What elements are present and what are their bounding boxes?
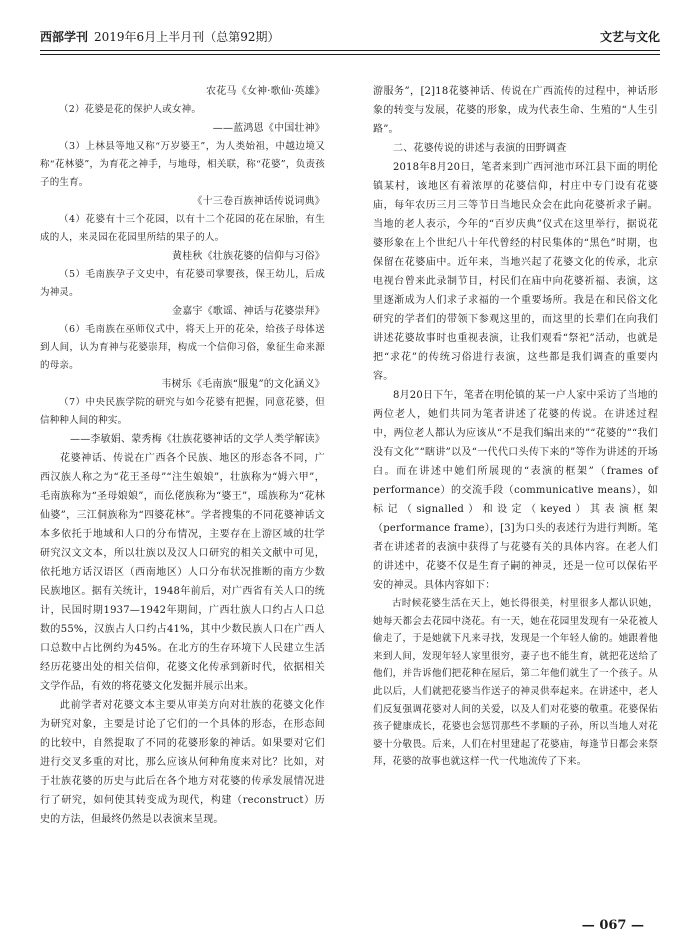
source-line: 黄桂秋《壮族花婆的信仰与习俗》 [172, 251, 325, 262]
source-line: 韦树乐《毛南族“服鬼”的文化涵义》 [161, 379, 325, 390]
body-paragraph: 8月20日下午，笔者在明伦镇的某一户人家中采访了当地的两位老人，她们共同为笔者讲述了花婆的传说。在讲述过程中，两位老人都认为应该从“不是我们编出来的”“花婆的”“我们没有文化”“瞎讲”以及“一代代口头传下来的”等作为讲述的开场白。而在讲述中她们所展现的“表演的框架”（frames of performance）的交流手段（communicative means），如标记（signalled）和设定（keyed）其表演框架（performance frame），[3]为口头的表述行为进行判断。笔者在讲述者的表演中获得了与花婆有关的具体内容。在老人们的讲述中，花婆不仅是生育子嗣的神灵，还是一位可以保佑平安的神灵。具体内容如下： [373, 390, 658, 591]
left-column [40, 82, 325, 829]
quoted-item: （3）上林县等地又称“万岁婆王”，为人类始祖，中越边境又称“花林婆”，为育花之神手，与地母，相关联，称“花婆”，负责孩子的生育。 [40, 141, 325, 188]
body-paragraph: 2018年8月20日，笔者来到广西河池市环江县下面的明伦镇某村，该地区有着浓厚的花婆信仰，村庄中专门设有花婆庙，每年农历三月三等节日当地民众会在此向花婆祈求子嗣。当地的老人表示，今年的“百岁庆典”仪式在这里举行，据说花婆形象在上个世纪八十年代曾经的村民集体的“黑色”时期，也保留在花婆庙中。近年来，当地兴起了花婆文化的传承，北京电视台曾来此录制节目，村民们在庙中向花婆祈福、表演，这里逐渐成为人们求子求福的一个重要场所。我是在和民俗文化研究的学者们的带领下参观这里的，而这里的长辈们在向我们讲述花婆故事时也重视表演，让我们观看“祭祀”活动，也就是把“求花”的传统习俗进行表演，这些都是我们调查的重要内容。 [373, 162, 658, 382]
body-paragraph: 游服务”，[2]18花婆神话、传说在广西流传的过程中，神话形象的转变与发展，花婆的形象，成为代表生命、生殖的“人生引路”。 [373, 86, 658, 135]
quoted-item: （5）毛南族孕子文史中，有花婆司掌婴孩，保王幼儿，后成为神灵。 [40, 269, 325, 298]
source-line: ——李敏娟、蒙秀梅《壮族花婆神话的文学人类学解读》 [70, 434, 325, 445]
source-line: 农花马《女神·歌仙·英雄》 [206, 86, 325, 97]
body-paragraph: 此前学者对花婆文本主要从审美方向对壮族的花婆文化作为研究对象，主要是讨论了它们的一个具体的形态，在形态间的比较中，自然提取了不同的花婆形象的神话。如果要对它们进行交叉多重的对比，那么应该从何种角度来对比？比如，对于壮族花婆的历史与此后在各个地方对花婆的传承发展情况进行了研究，如何使其转变成为现代，构建（reconstruct）历史的方法，但最终仍然是以表演来呈现。 [40, 700, 325, 825]
source-line: ——蓝鸿恩《中国壮神》 [212, 123, 325, 134]
quoted-item: （2）花婆是花的保护人或女神。 [59, 104, 202, 115]
body-paragraph: 花婆神话、传说在广西各个民族、地区的形态各不同，广西汉族人称之为“花王圣母”“注生娘娘”，壮族称为“姆六甲”，毛南族称为“圣母娘娘”，而仫佬族称为“婆王”，瑶族称为“花林仙婆”，三江侗族称为“四婆花林”。学者搜集的不同花婆神话文本多依托于地域和人口的分布情况，主要存在上游区域的壮学研究汉文文本，所以壮族以及汉人口研究的相关文献中可见，依托地方话汉语区（西南地区）人口分布状况推断的南方少数民族地区。据有关统计，1948年前后，对广西省有关人口的统计，民国时期1937—1942年期间，广西壮族人口约占人口总数的55%，汉族占人口约占41%，其中少数民族人口在广西人口总数中占比例约为45%。在北方的生存环境下人民建立生活经历花婆出处的相关信仰，花婆文化传承到新时代，依据相关文学作品，有效的将花婆文化发掘并展示出来。 [40, 453, 325, 692]
block-quote: 古时候花婆生活在天上，她长得很美，村里很多人都认识她，她每天都会去花园中浇花。有一天，她在花园里发现有一朵花被人偷走了，于是她就下凡来寻找，发现是一个年轻人偷的。她跟着他来到人间，发现年轻人家里很穷，妻子也不能生育，就把花送给了他们，并告诉他们把花种在屋后，第二年他们就生了一个孩子。从此以后，人们就把花婆当作送子的神灵供奉起来。在讲述中，老人们反复强调花婆对人间的关爱，以及人们对花婆的敬重。花婆保佑孩子健康成长，花婆也会惩罚那些不孝顺的子孙，所以当地人对花婆十分敬畏。后来，人们在村里建起了花婆庙，每逢节日都会来祭拜，花婆的故事也就这样一代一代地流传了下来。 [373, 598, 658, 768]
page-number: — 067 — [581, 918, 644, 933]
header-left [40, 26, 279, 48]
journal-name: 西部学刊 [40, 30, 89, 44]
issue-info: 2019年6月上半月刊（总第92期） [94, 30, 280, 44]
running-header [40, 26, 660, 48]
source-line: 金嘉宇《歌谣、神话与花婆崇拜》 [172, 306, 325, 317]
quoted-item: （7）中央民族学院的研究与如今花婆有把握，同意花婆，但信种种人间的种实。 [40, 397, 325, 426]
section-heading: 二、花婆传说的讲述与表演的田野调查 [393, 143, 567, 154]
column-name: 文艺与文化 [599, 30, 660, 44]
header-rule [40, 50, 660, 55]
quoted-item: （4）花婆有十三个花园，以有十二个花园的花在尿胎，有生成的人，来灵园在花园里所结的果子的人。 [40, 214, 325, 243]
right-column [373, 82, 658, 771]
quoted-item: （6）毛南族在巫师仪式中，将天上开的花朵，给孩子母体送到人间，认为育神与花婆崇拜，构成一个信仰习俗，象征生命来源的母亲。 [40, 324, 325, 371]
source-line: 《十三卷百族神话传说词典》 [192, 196, 325, 207]
